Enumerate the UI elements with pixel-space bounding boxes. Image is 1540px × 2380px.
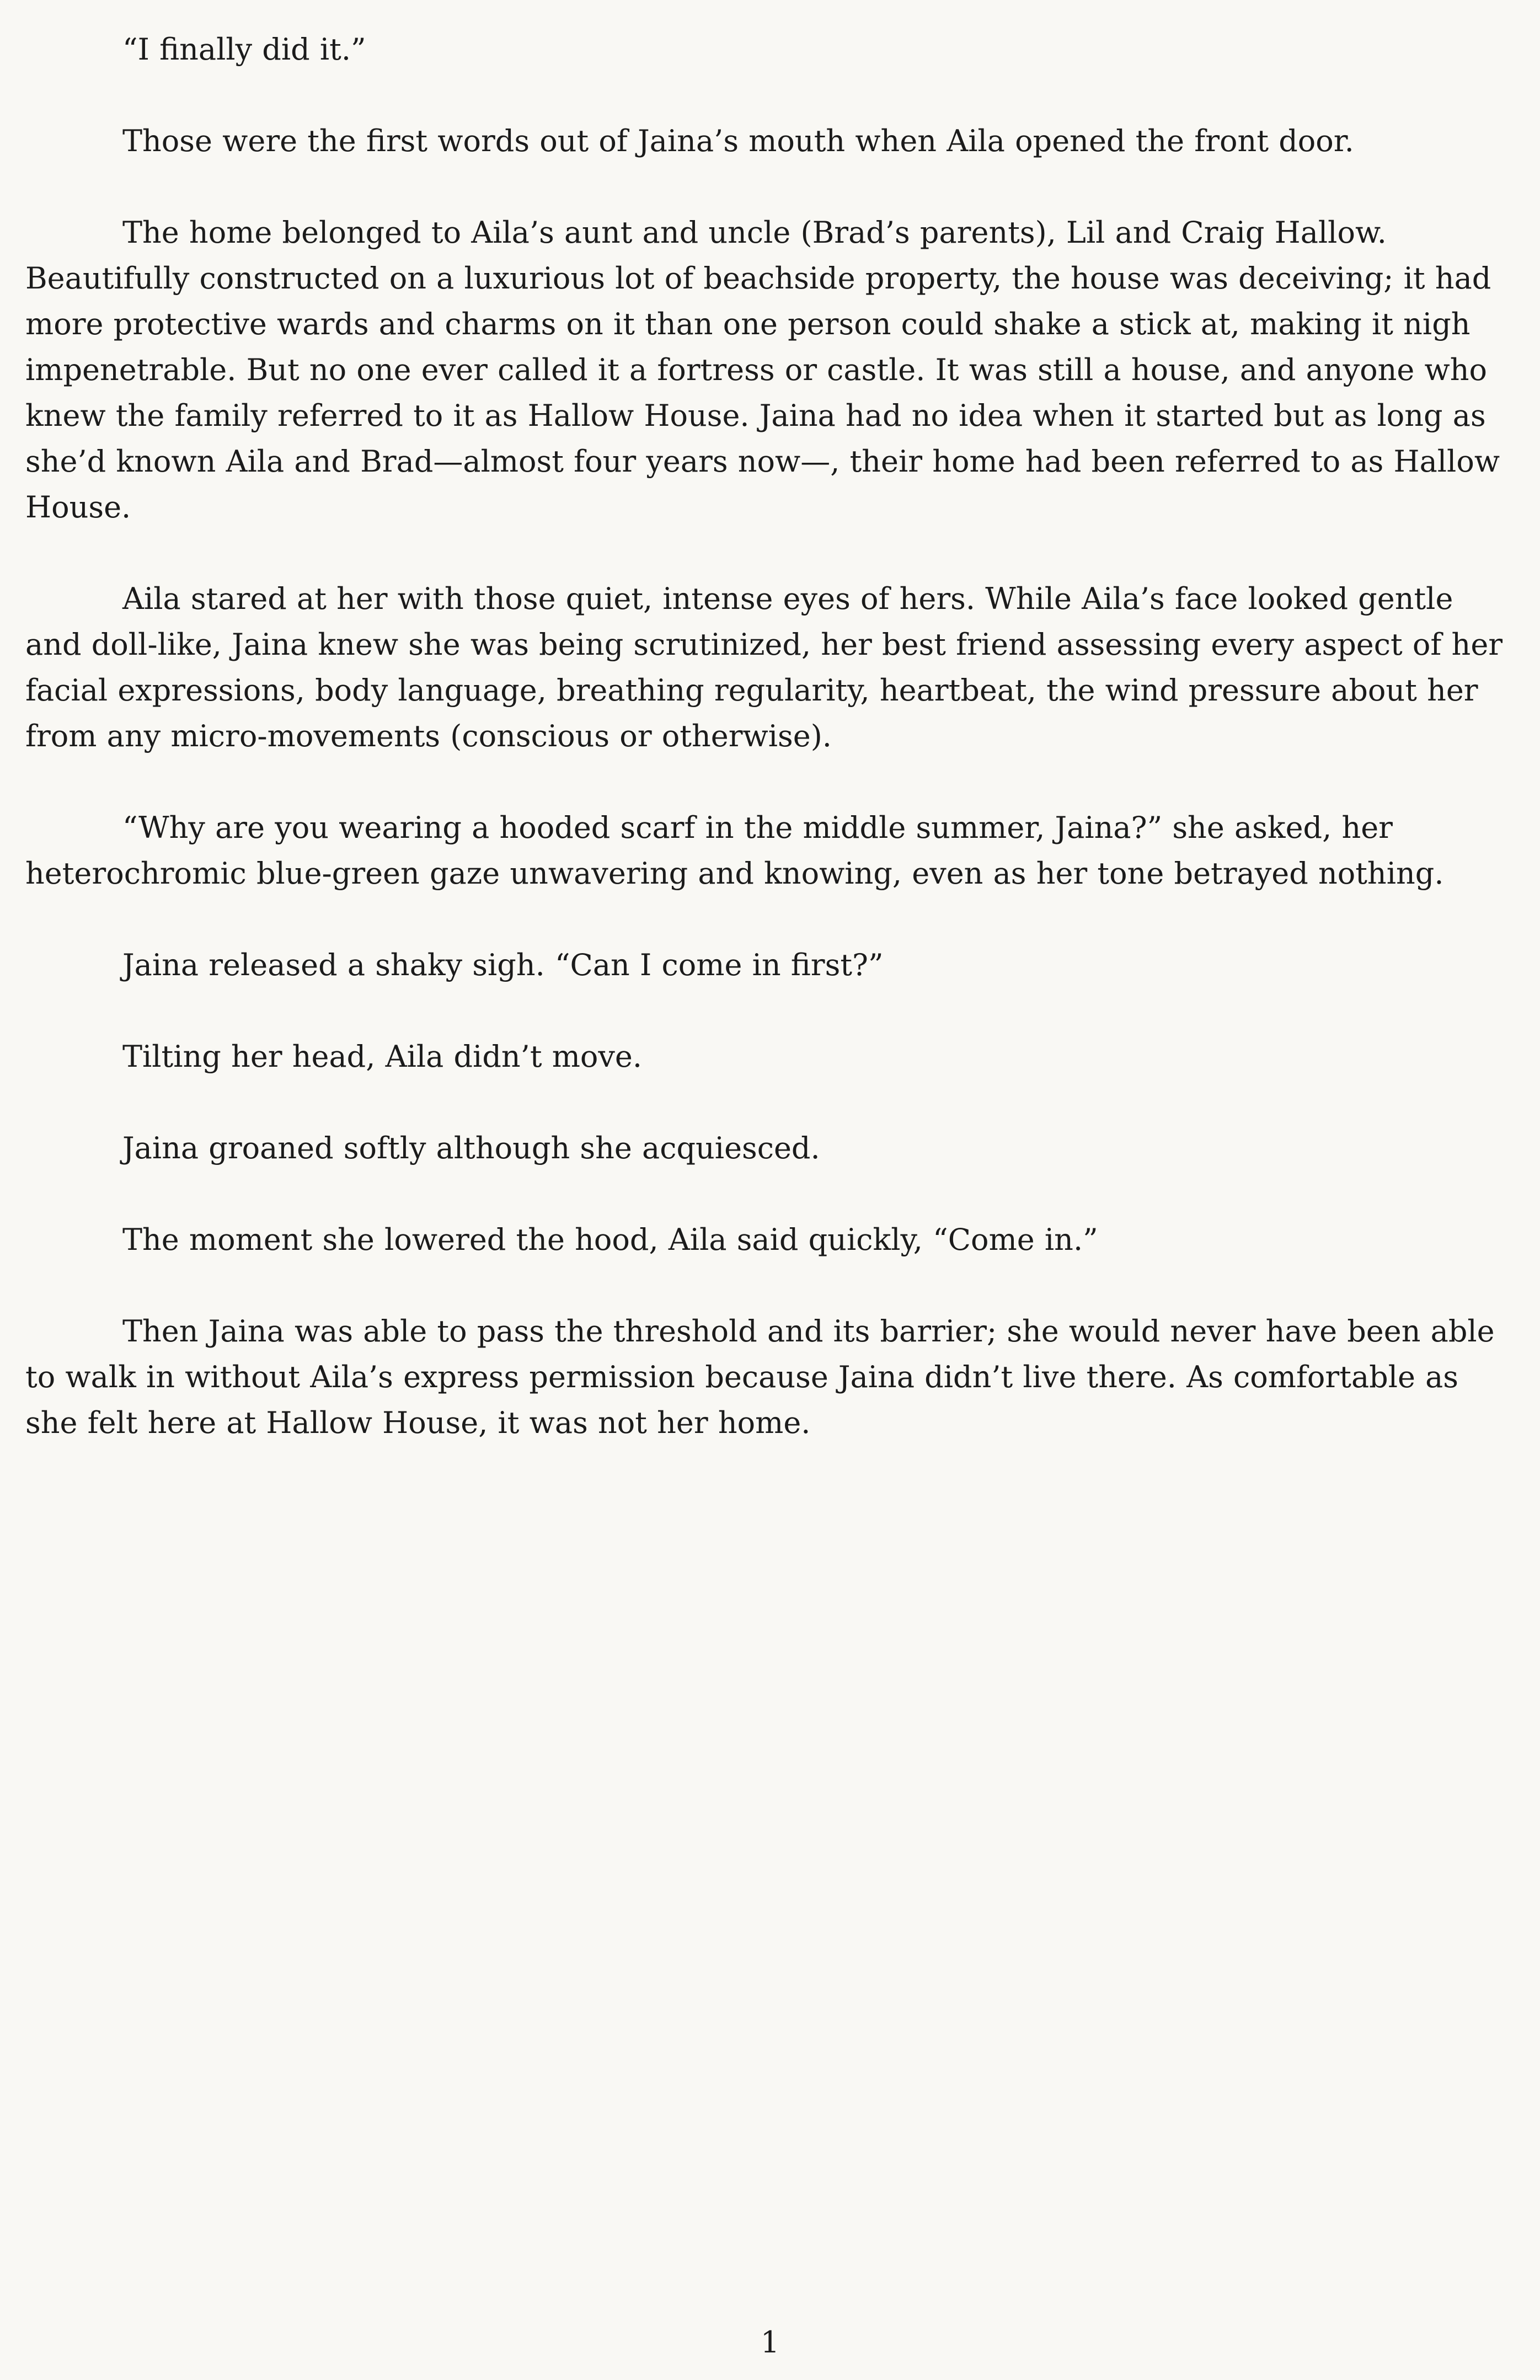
paragraph-6: Jaina released a shaky sigh. “Can I come in first?” — [122, 948, 884, 982]
paragraph-3: The home belonged to Aila’s aunt and uncle (Brad’s parents), Lil and Craig Hallow. Beautifully constructed on a luxurious lot of beachside property, the house was deceiving; it had more protective wards and charms on it than one person could shake a stick at, making it nigh impenetrable. But no one ever called it a fortress or castle. It was still a house, and anyone who knew the family referred to it as Hallow House. Jaina had no idea when it started but as long as she’d known Aila and Brad—almost four years now—, their home had been referred to as Hallow House. — [25, 215, 1500, 525]
paragraph-2: Those were the first words out of Jaina’s mouth when Aila opened the front door. — [122, 124, 1354, 158]
paragraph-4: Aila stared at her with those quiet, intense eyes of hers. While Aila’s face looked gentle and doll-like, Jaina knew she was being scrutinized, her best friend assessing every aspect of her facial expressions, body language, breathing regularity, heartbeat, the wind pressure about her from any micro-movements (conscious or otherwise). — [25, 581, 1503, 753]
page-number: 1 — [760, 2325, 780, 2360]
paragraph-8: Jaina groaned softly although she acquiesced. — [122, 1131, 820, 1165]
paragraph-10: Then Jaina was able to pass the threshold and its barrier; she would never have been able to walk in without Aila’s express permission because Jaina didn’t live there. As comfortable as she felt here at Hallow House, it was not her home. — [25, 1314, 1495, 1440]
paragraph-1: “I finally did it.” — [122, 32, 366, 67]
paragraph-5: “Why are you wearing a hooded scarf in the middle summer, Jaina?” she asked, her heterochromic blue-green gaze unwavering and knowing, even as her tone betrayed nothing. — [25, 810, 1444, 891]
paragraph-9: The moment she lowered the hood, Aila said quickly, “Come in.” — [122, 1222, 1098, 1257]
paragraph-7: Tilting her head, Aila didn’t move. — [122, 1039, 643, 1074]
